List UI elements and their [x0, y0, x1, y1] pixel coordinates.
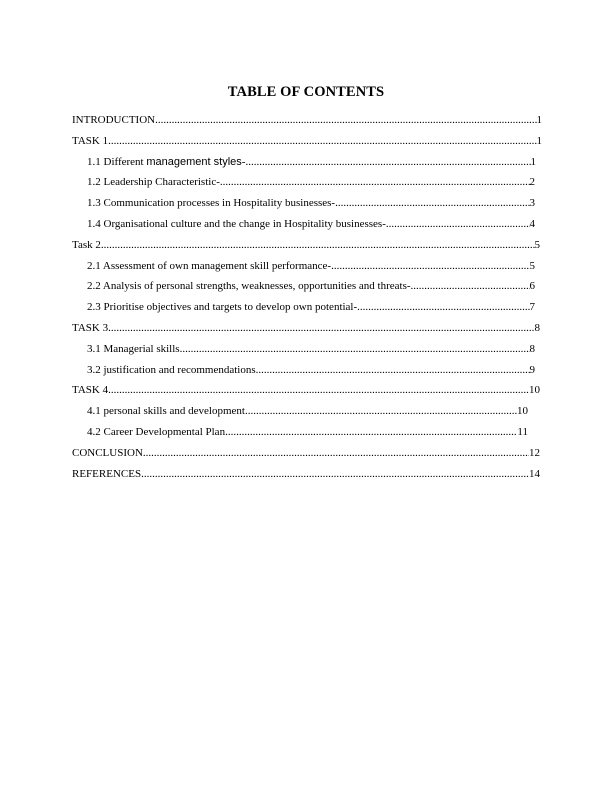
toc-page-number: 6 — [529, 280, 535, 293]
toc-entry-label: 1.2 Leadership Characteristic- — [87, 176, 220, 189]
toc-entry-2-1[interactable] — [72, 259, 535, 280]
toc-entry-label: TASK 4 — [72, 384, 109, 397]
toc-leader — [357, 300, 529, 314]
toc-entry-label: 2.2 Analysis of personal strengths, weaknesses, opportunities and threats- — [87, 280, 411, 293]
toc-page-number: 3 — [529, 197, 535, 210]
toc-page-number: 10 — [517, 405, 528, 418]
toc-entry-label: CONCLUSION — [72, 446, 143, 459]
toc-entry-label: REFERENCES — [72, 467, 142, 480]
toc-entry-label: Task 2 — [72, 238, 101, 251]
toc-entry-introduction[interactable] — [72, 113, 542, 134]
toc-leader — [101, 238, 535, 252]
toc-entry-label: TASK 3 — [72, 321, 109, 334]
toc-entry-4-1[interactable] — [72, 404, 528, 425]
table-of-contents — [72, 113, 542, 487]
toc-leader — [180, 342, 530, 356]
toc-page-number: 1 — [530, 155, 536, 168]
toc-entry-2-3[interactable] — [72, 300, 535, 321]
toc-leader — [245, 404, 517, 418]
toc-page-number: 10 — [529, 384, 540, 397]
toc-leader — [331, 259, 529, 273]
toc-leader — [108, 383, 529, 397]
toc-leader — [386, 217, 530, 231]
toc-page-number: 9 — [529, 363, 535, 376]
toc-leader — [108, 321, 534, 335]
toc-entry-label: 1.3 Communication processes in Hospitality businesses- — [87, 197, 336, 210]
toc-page-number: 4 — [529, 217, 535, 230]
toc-entry-task-4[interactable] — [72, 383, 540, 404]
toc-page-number: 14 — [529, 467, 540, 480]
toc-entry-3-2[interactable] — [72, 363, 535, 384]
toc-page-number: 5 — [534, 238, 540, 251]
toc-entry-label: TASK 1 — [72, 134, 109, 147]
toc-entry-label: 3.1 Managerial skills — [87, 342, 180, 355]
toc-leader — [225, 425, 517, 439]
toc-entry-task-2[interactable] — [72, 238, 540, 259]
toc-page-number: 1 — [536, 114, 542, 126]
toc-leader — [141, 467, 529, 481]
toc-entry-label: 1.4 Organisational culture and the change in Hospitality businesses- — [87, 217, 386, 230]
toc-entry-1-4[interactable] — [72, 217, 535, 238]
toc-entry-conclusion[interactable] — [72, 446, 540, 467]
toc-entry-label: INTRODUCTION — [72, 114, 156, 126]
toc-leader — [411, 279, 530, 293]
toc-leader — [155, 113, 536, 127]
toc-leader — [256, 363, 530, 377]
toc-leader — [143, 446, 529, 460]
toc-entry-label: 3.2 justification and recommendations — [87, 363, 256, 376]
toc-entry-label — [87, 155, 245, 169]
toc-entry-label: 2.1 Assessment of own management skill performance- — [87, 259, 332, 272]
toc-leader — [245, 155, 530, 169]
toc-page-number: 12 — [529, 446, 540, 459]
toc-page-number: 1 — [536, 134, 542, 147]
toc-entry-2-2[interactable] — [72, 279, 535, 300]
toc-entry-task-1[interactable] — [72, 134, 542, 155]
toc-page-number: 8 — [534, 321, 540, 334]
toc-entry-label: 4.2 Career Developmental Plan — [87, 425, 226, 438]
toc-entry-references[interactable] — [72, 467, 540, 488]
toc-page-number: 2 — [529, 176, 535, 189]
toc-entry-4-2[interactable] — [72, 425, 528, 446]
toc-entry-1-1[interactable] — [72, 155, 536, 176]
toc-entry-label: 4.1 personal skills and development — [87, 405, 245, 418]
toc-leader — [108, 134, 536, 148]
toc-page-number: 8 — [529, 342, 535, 355]
toc-entry-label: 2.3 Prioritise objectives and targets to develop own potential- — [87, 301, 358, 314]
toc-entry-task-3[interactable] — [72, 321, 540, 342]
toc-title: TABLE OF CONTENTS — [227, 84, 385, 100]
toc-page-number: 11 — [517, 425, 528, 438]
toc-leader — [220, 175, 530, 189]
toc-entry-3-1[interactable] — [72, 342, 535, 363]
toc-entry-1-3[interactable] — [72, 196, 535, 217]
toc-entry-1-2[interactable] — [72, 175, 535, 196]
toc-entry-label-suffix: - — [241, 155, 246, 168]
toc-leader — [335, 196, 529, 210]
toc-entry-label-prefix: 1.1 Different — [87, 155, 147, 168]
toc-page-number: 5 — [529, 259, 535, 272]
toc-entry-label-sans: management styles — [146, 155, 242, 168]
toc-page-number: 7 — [529, 301, 535, 314]
